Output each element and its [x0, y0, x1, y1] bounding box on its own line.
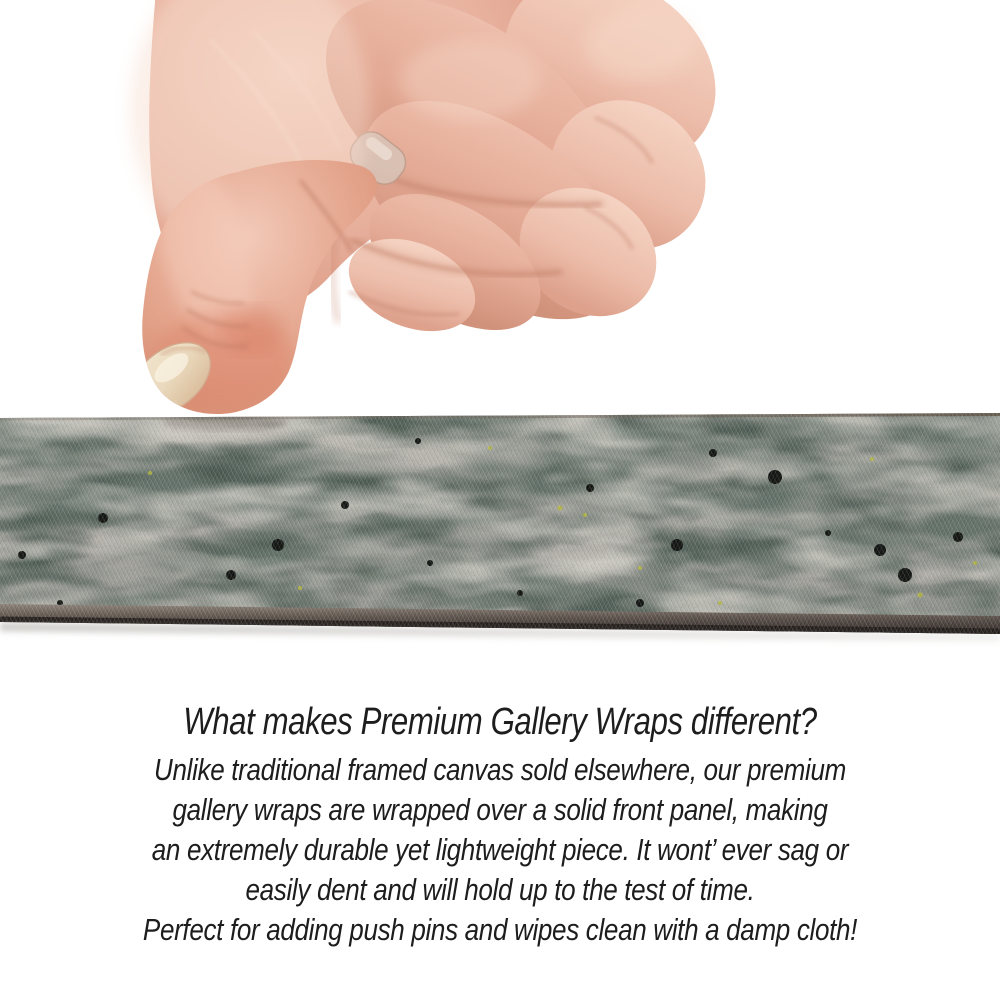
caption-line-4: easily dent and will hold up to the test of time. [245, 872, 755, 907]
caption-line-1: Unlike traditional framed canvas sold elsewhere, our premium [154, 752, 846, 787]
caption-line-5: Perfect for adding push pins and wipes clean with a damp cloth! [142, 912, 858, 947]
canvas-texture [0, 413, 1000, 634]
caption-line-3: an extremely durable yet lightweight piece. It wont’ ever sag or [151, 832, 849, 867]
caption-line-2: gallery wraps are wrapped over a solid front panel, making [172, 792, 828, 827]
caption [0, 699, 1000, 950]
hand-photo [0, 0, 1000, 420]
gallery-wrap-canvas-edge [0, 413, 1000, 653]
caption-heading: What makes Premium Gallery Wraps different? [183, 701, 817, 743]
